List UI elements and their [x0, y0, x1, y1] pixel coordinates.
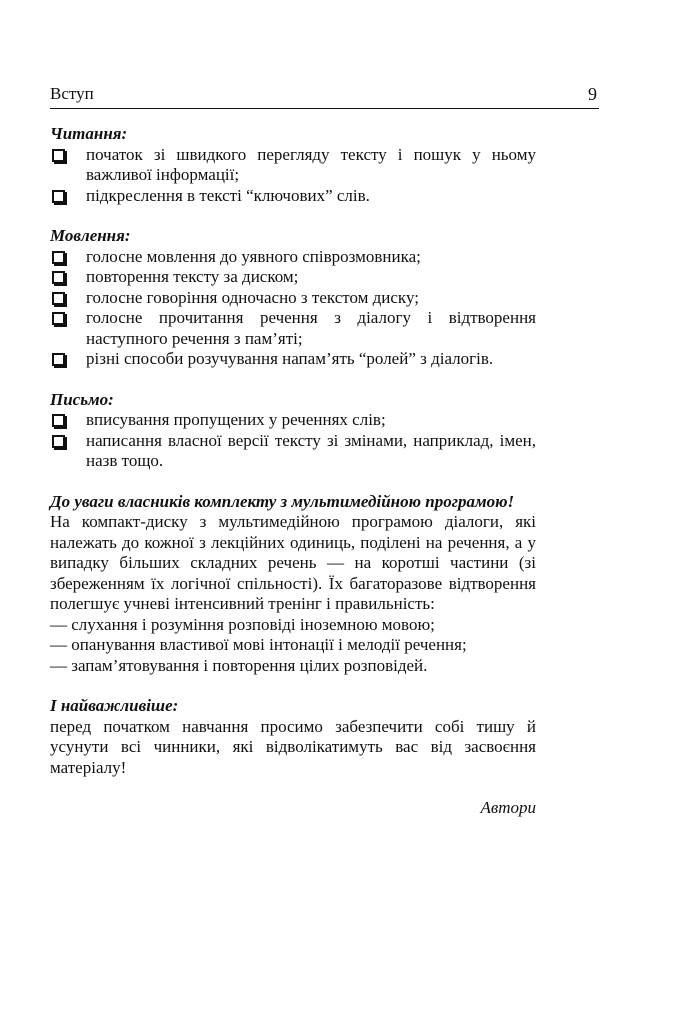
- checkbox-icon: [52, 190, 65, 203]
- list-item: [50, 145, 536, 186]
- writing-list: [50, 410, 536, 472]
- checkbox-icon: [52, 251, 65, 264]
- list-item: [50, 288, 536, 309]
- list-item: [50, 431, 536, 472]
- checkbox-icon: [52, 435, 65, 448]
- list-item-text: голосне говоріння одночасно з текстом диску;: [86, 287, 419, 307]
- multimedia-line: — опанування властивої мові інтонації і мелодії речення;: [50, 635, 467, 654]
- running-header: [50, 84, 599, 109]
- speaking-section: [50, 226, 536, 370]
- checkbox-icon: [52, 353, 65, 366]
- list-item-text: початок зі швидкого перегляду тексту і пошук у ньому важливої інформації;: [86, 144, 536, 184]
- checkbox-icon: [52, 312, 65, 325]
- page-number: 9: [588, 84, 597, 104]
- list-item-text: різні способи розучування напам’ять “ролей” з діалогів.: [86, 349, 494, 368]
- important-text: перед початком навчання просимо забезпечити собі тишу й усунути всі чинники, які відволікатимуть вас від засвоєння матеріалу!: [50, 716, 536, 777]
- signature: Автори: [480, 798, 536, 817]
- list-item: [50, 410, 536, 431]
- multimedia-line: — запам’ятовування і повторення цілих розповідей.: [50, 655, 428, 675]
- writing-section: [50, 390, 536, 472]
- list-item: [50, 186, 536, 207]
- list-item-text: написання власної версії тексту зі змінами, наприклад, імен, назв тощо.: [86, 430, 536, 470]
- multimedia-title: До уваги власників комплекту з мультимедійною програмою!: [50, 491, 515, 511]
- important-title: І найважливіше:: [50, 696, 179, 715]
- list-item-text: підкреслення в тексті “ключових” слів.: [86, 185, 370, 205]
- list-item: [50, 349, 536, 370]
- multimedia-section: [50, 492, 536, 677]
- reading-list: [50, 145, 536, 207]
- speaking-title: Мовлення:: [50, 226, 131, 245]
- multimedia-line: — слухання і розуміння розповіді іноземною мовою;: [50, 614, 435, 634]
- reading-section: [50, 124, 536, 206]
- writing-title: Письмо:: [50, 389, 114, 409]
- header-title: Вступ: [50, 84, 94, 103]
- list-item-text: вписування пропущених у реченнях слів;: [86, 410, 386, 429]
- list-item-text: голосне мовлення до уявного співрозмовника;: [86, 246, 421, 266]
- reading-title: Читання:: [50, 124, 128, 143]
- speaking-list: [50, 247, 536, 370]
- list-item: [50, 308, 536, 349]
- list-item-text: повторення тексту за диском;: [86, 267, 299, 286]
- important-section: [50, 696, 536, 778]
- page-content: [50, 124, 536, 819]
- checkbox-icon: [52, 149, 65, 162]
- checkbox-icon: [52, 414, 65, 427]
- list-item-text: голосне прочитання речення з діалогу і відтворення наступного речення з пам’яті;: [86, 308, 536, 348]
- list-item: [50, 267, 536, 288]
- checkbox-icon: [52, 271, 65, 284]
- multimedia-text: На компакт-диску з мультимедійною програмою діалоги, які належать до кожної з лекційних одиниць, поділені на речення, а у випадку більших складних речень — на коротші частини (зі збереженням їх логічної спільності). Їх багаторазове відтворення полегшує учневі інтенсивний тренінг і правильність:: [50, 512, 536, 613]
- list-item: [50, 247, 536, 268]
- checkbox-icon: [52, 292, 65, 305]
